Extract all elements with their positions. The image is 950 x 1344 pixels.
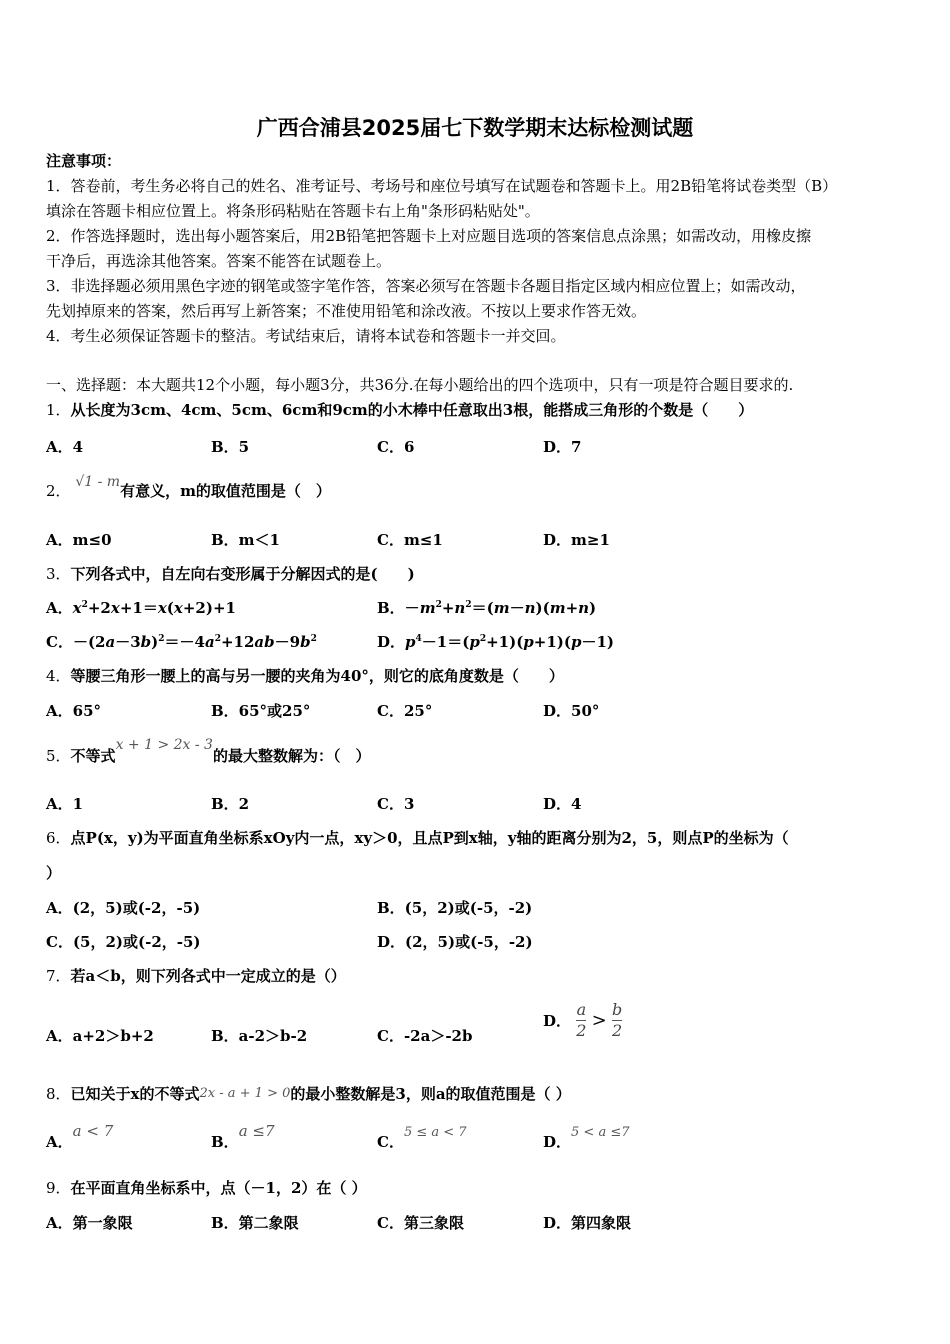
option-c: C．3 [377,795,415,813]
page-title: 广西合浦县2025届七下数学期末达标检测试题 [256,116,694,140]
option-a: A．a+2＞b+2 [46,1027,154,1045]
question-prefix: 已知关于x的不等式 [70,1085,200,1103]
fraction-denominator: 2 [576,1021,587,1040]
question-number: 7． [46,967,71,985]
option-a: A．第一象限 [46,1214,133,1232]
fraction-a-over-2 [576,1000,586,1041]
option-d: D．7 [543,438,582,456]
question-text: ） [46,864,62,882]
question-text: 下列各式中，自左向右变形属于分解因式的是( ) [70,565,415,583]
question-8 [46,1083,571,1104]
option-a: A．$x^2+2x+1=x(x+2)+1$ [46,599,236,617]
question-text: 点P(x，y)为平面直角坐标系xOy内一点，xy＞0，且点P到x轴，y轴的距离分别为2，5，则点P的坐标为（ [70,829,789,847]
option-label: B． [211,1133,239,1151]
option-d: D．第四象限 [543,1214,632,1232]
option-math: 5 ≤ a < 7 [403,1125,467,1140]
option-c: C．(5，2)或(-2，-5) [46,933,201,951]
option-label: C． [377,1133,404,1151]
question-number: 4． [46,667,71,685]
question-4 [46,665,564,686]
question-number: 6． [46,829,71,847]
option-a: A．4 [46,438,84,456]
option-d: D．50° [543,702,600,720]
question-7 [46,965,346,986]
option-a: A．1 [46,795,84,813]
question-6 [46,827,789,848]
notice-heading: 注意事项： [46,152,122,170]
option-d: D．4 [543,795,582,813]
option-b [211,1120,275,1151]
inequality-expression: x + 1 > 2x - 3 [115,737,213,753]
option-b: B．$-m^2+n^2=(m-n)(m+n)$ [377,599,597,617]
option-math: 5 < a ≤7 [571,1125,630,1140]
notice-line: 先划掉原来的答案，然后再写上新答案；不准使用铅笔和涂改液。不按以上要求作答无效。 [46,302,647,320]
notice-line: 2．作答选择题时，选出每小题答案后，用2B铅笔把答题卡上对应题目选项的答案信息点涂黑；如需改动，用橡皮擦 [46,227,812,245]
fraction-b-over-2 [612,1000,622,1041]
option-c: C．-2a＞-2b [377,1027,473,1045]
option-c: C．m≤1 [377,531,443,549]
option-a: A．(2，5)或(-2，-5) [46,899,201,917]
question-number: 3． [46,565,71,583]
option-a: A．65° [46,702,102,720]
option-c: C．6 [377,438,415,456]
option-b: B．2 [211,795,250,813]
notice-line: 填涂在答题卡相应位置上。将条形码粘贴在答题卡右上角"条形码粘贴处"。 [46,202,540,220]
question-text: 的最大整数解为：（ ） [212,747,371,765]
option-d: D．m≥1 [543,531,610,549]
fraction-numerator: b [612,1000,623,1019]
fraction-denominator: 2 [612,1021,623,1040]
question-number: 1． [46,401,71,419]
question-number: 2． [46,482,71,500]
option-label: D． [543,1133,572,1151]
notice-line: 3．非选择题必须用黑色字迹的钢笔或签字笔作答，答案必须写在答题卡各题目指定区域内相应位置上；如需改动， [46,277,806,295]
question-1 [46,399,753,420]
option-d: D．(2，5)或(-5，-2) [377,933,533,951]
question-number: 8． [46,1085,71,1103]
option-math: a ≤7 [238,1122,275,1140]
option-d [543,1120,630,1151]
notice-line: 1．答卷前，考生务必将自己的姓名、准考证号、考场号和座位号填写在试题卷和答题卡上。用2B铅笔将试卷类型（B） [46,177,838,195]
option-a: A．m≤0 [46,531,112,549]
question-3 [46,563,415,584]
question-number: 9． [46,1179,71,1197]
question-text: 的最小整数解是3，则a的取值范围是（ ） [290,1085,571,1103]
notice-line: 4．考生必须保证答题卡的整洁。考试结束后，请将本试卷和答题卡一并交回。 [46,327,566,345]
sqrt-expression: √1 - m [75,474,121,490]
option-c: C．25° [377,702,433,720]
question-5 [46,737,371,766]
option-label: A． [46,1133,73,1151]
notice-line: 干净后，再选涂其他答案。答案不能答在试题卷上。 [46,252,392,270]
question-2 [46,474,331,501]
option-label: D． [543,1012,572,1030]
section-heading: 一、选择题：本大题共12个小题，每小题3分，共36分.在每小题给出的四个选项中，只有一项是符合题目要求的. [46,376,794,394]
question-9 [46,1177,367,1198]
question-prefix: 不等式 [70,747,116,765]
question-text: 在平面直角坐标系中，点（－1，2）在（ ） [70,1179,367,1197]
option-b: B．5 [211,438,250,456]
question-6-continuation [46,862,61,883]
inequality-expression: 2x - a + 1 > 0 [199,1086,291,1101]
question-text: 等腰三角形一腰上的高与另一腰的夹角为40°，则它的底角度数是（ ） [70,667,564,685]
option-b: B．65°或25° [211,702,311,720]
option-c [377,1120,467,1151]
option-b: B．a-2＞b-2 [211,1027,308,1045]
option-b: B．m＜1 [211,531,280,549]
question-number: 5． [46,747,71,765]
option-d [543,1000,622,1041]
notice-block [46,149,906,349]
option-d: D．$p^4-1=(p^2+1)(p+1)(p-1)$ [377,633,615,651]
option-math: a < 7 [72,1122,114,1140]
question-text: 有意义，m的取值范围是（ ） [120,482,331,500]
option-a [46,1120,114,1151]
option-c: C．$-(2a-3b)^2=-4a^2+12ab-9b^2$ [46,633,317,651]
question-text: 从长度为3cm、4cm、5cm、6cm和9cm的小木棒中任意取出3根，能搭成三角形的个数是（ ） [70,401,754,419]
option-b: B．第二象限 [211,1214,299,1232]
question-text: 若a＜b，则下列各式中一定成立的是（） [70,967,346,985]
greater-than-sign: > [591,1010,607,1031]
option-b: B．(5，2)或(-5，-2) [377,899,533,917]
fraction-numerator: a [576,1000,587,1019]
option-c: C．第三象限 [377,1214,464,1232]
